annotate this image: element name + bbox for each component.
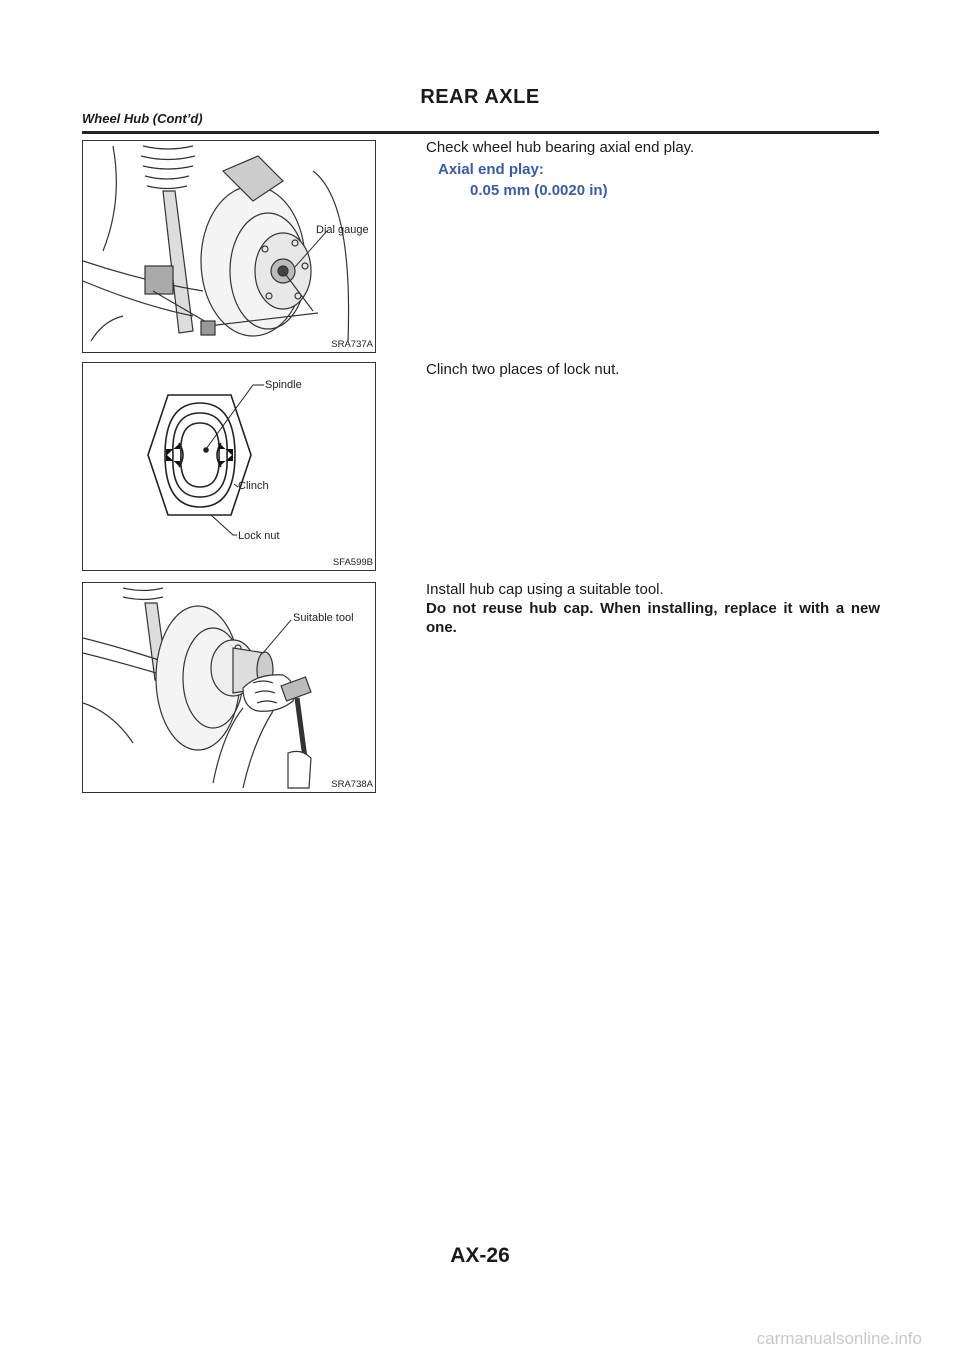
- figure-code: SFA599B: [332, 557, 373, 568]
- figure-code: SRA738A: [331, 779, 373, 790]
- figure-dial-gauge: [82, 140, 376, 353]
- callout-spindle: Spindle: [265, 379, 302, 391]
- callout-lock-nut: Lock nut: [238, 530, 280, 542]
- hub-cap-install-illustration: [83, 583, 375, 792]
- callout-clinch: Clinch: [238, 480, 269, 492]
- caution-text: Do not reuse hub cap. When installing, replace it with a new one.: [426, 600, 880, 636]
- figure-hub-cap-install: [82, 582, 376, 793]
- step-text: Clinch two places of lock nut.: [426, 361, 620, 378]
- spec-value: 0.05 mm (0.0020 in): [470, 182, 608, 199]
- figure-code: SRA737A: [331, 339, 373, 350]
- figure-lock-nut: [82, 362, 376, 571]
- step-text: Install hub cap using a suitable tool.: [426, 581, 664, 598]
- header-rule: [82, 131, 879, 134]
- spec-label: Axial end play:: [438, 161, 544, 178]
- step-clinch-lock-nut: [426, 360, 880, 379]
- section-title: REAR AXLE: [420, 86, 540, 108]
- watermark: carmanualsonline.info: [756, 1329, 922, 1348]
- callout-suitable-tool: Suitable tool: [293, 612, 354, 624]
- step-install-hub-cap: [426, 580, 880, 637]
- dial-gauge-illustration: [83, 141, 375, 352]
- page-number: AX-26: [450, 1244, 510, 1267]
- step-text: Check wheel hub bearing axial end play.: [426, 139, 695, 156]
- lock-nut-illustration: [83, 363, 375, 570]
- callout-dial-gauge: Dial gauge: [316, 224, 369, 236]
- section-subtitle: Wheel Hub (Cont’d): [82, 111, 203, 126]
- step-check-end-play: [426, 138, 880, 200]
